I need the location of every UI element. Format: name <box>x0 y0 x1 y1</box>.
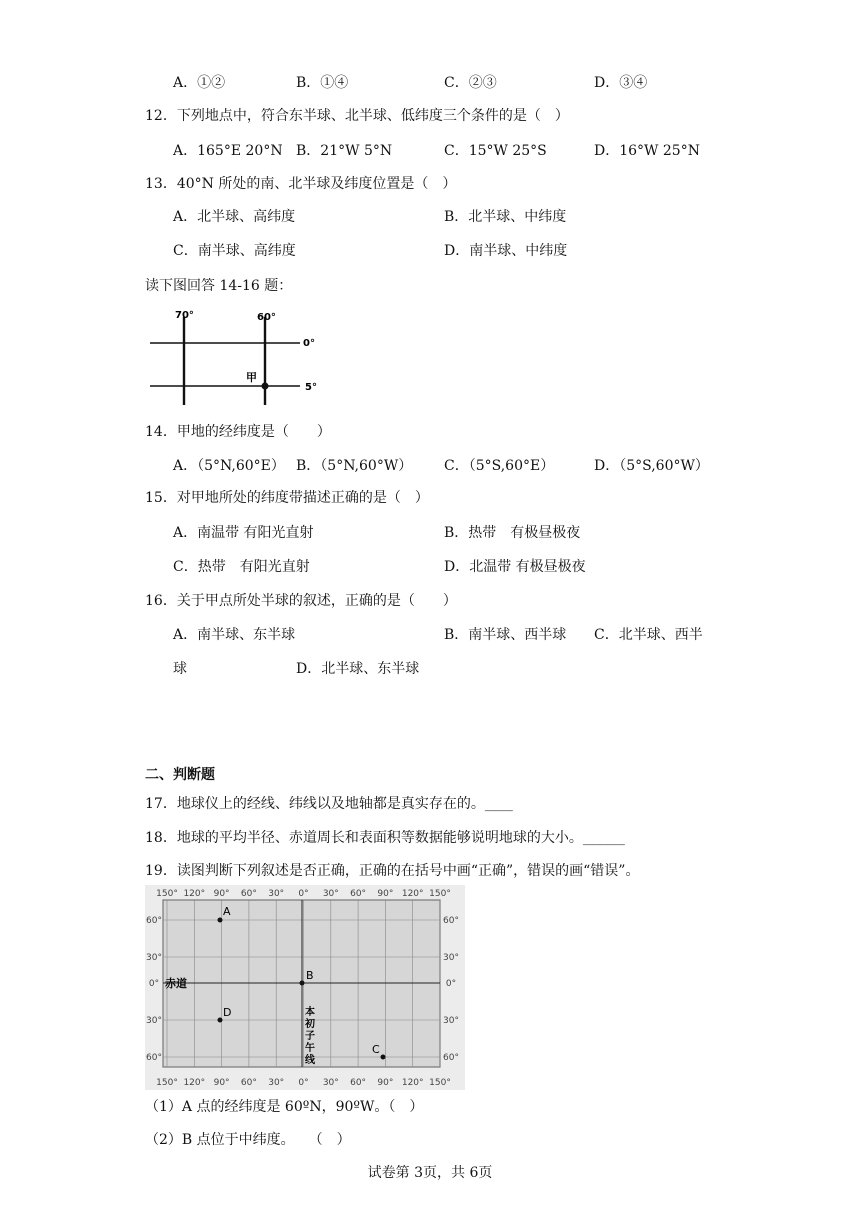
right-lat-label: 30° <box>443 1016 459 1026</box>
q12-option-a: A．165°E 20°N <box>173 143 283 159</box>
right-lat-label: 0° <box>445 979 457 989</box>
q11-option-d: D．③④ <box>594 75 648 91</box>
pm-char-1: 本 <box>305 1007 315 1018</box>
top-lon-label: 150° <box>429 889 451 899</box>
q12-option-b: B．21°W 5°N <box>296 143 393 159</box>
q17-stem: 17．地球仪上的经线、纬线以及地轴都是真实存在的。____ <box>145 796 513 812</box>
q14-stem: 14．甲地的经纬度是（ ） <box>145 424 331 440</box>
q14-option-b: B．（5°N,60°W） <box>296 458 413 474</box>
bottom-lon-label: 120° <box>183 1078 206 1088</box>
left-lat-label: 30° <box>146 953 162 963</box>
point-b <box>300 981 305 986</box>
lat-label-0: 0° <box>303 338 315 349</box>
q13-option-d: D．南半球、中纬度 <box>444 243 568 259</box>
q15-option-c: C．热带 有阳光直射 <box>173 559 310 575</box>
point-jia <box>262 383 269 390</box>
point-a <box>218 918 223 923</box>
q13-option-a: A．北半球、高纬度 <box>173 209 296 225</box>
prime-meridian-label <box>304 1005 316 1066</box>
bottom-lon-label: 60° <box>240 1078 257 1088</box>
q19-part-1: （1）A 点的经纬度是 60ºN，90ºW。（ ） <box>145 1099 424 1115</box>
q15-option-d: D．北温带 有极昼极夜 <box>444 559 586 575</box>
top-lon-label: 30° <box>322 889 339 899</box>
pm-char-2: 初 <box>305 1019 315 1030</box>
point-jia-label: 甲 <box>246 371 257 384</box>
right-lat-label: 60° <box>443 1053 459 1063</box>
top-lon-label: 30° <box>268 889 285 899</box>
top-lon-label: 60° <box>240 889 257 899</box>
right-lat-label: 60° <box>443 916 459 926</box>
q16-stem: 16．关于甲点所处半球的叙述，正确的是（ ） <box>145 593 457 609</box>
lon-label-60: 60° <box>257 312 276 323</box>
equator-label: 赤道 <box>165 977 187 990</box>
q13-option-b: B．北半球、中纬度 <box>444 209 567 225</box>
top-lon-label: 60° <box>350 889 367 899</box>
q11-option-c: C．②③ <box>444 75 497 91</box>
bottom-lon-label: 90° <box>213 1078 230 1088</box>
q14-option-d: D．（5°S,60°W） <box>594 458 709 474</box>
read-figure-intro: 读下图回答 14-16 题： <box>145 278 293 294</box>
q13-stem: 13．40°N 所处的南、北半球及纬度位置是（ ） <box>145 176 457 192</box>
bottom-lon-label: 60° <box>350 1078 367 1088</box>
q15-option-a: A．南温带 有阳光直射 <box>173 525 314 541</box>
q12-option-d: D．16°W 25°N <box>594 143 700 159</box>
q11-option-a: A．①② <box>173 75 226 91</box>
figure-2-grid-map <box>145 885 465 1090</box>
right-lat-label: 30° <box>443 953 459 963</box>
top-lon-label: 90° <box>377 889 394 899</box>
q19-part-2: （2）B 点位于中纬度。 （ ） <box>145 1132 351 1148</box>
q12-stem: 12．下列地点中，符合东半球、北半球、低纬度三个条件的是（ ） <box>145 108 569 124</box>
q14-option-c: C．（5°S,60°E） <box>444 458 555 474</box>
top-lon-label: 90° <box>213 889 230 899</box>
q15-option-b: B．热带 有极昼极夜 <box>444 525 581 541</box>
point-d-label: D <box>223 1006 232 1019</box>
pm-char-5: 线 <box>305 1055 315 1066</box>
q16-option-c-wrap: 球 <box>173 661 187 677</box>
q13-option-c: C．南半球、高纬度 <box>173 243 296 259</box>
point-a-label: A <box>223 905 231 918</box>
pm-char-4: 午 <box>305 1043 315 1054</box>
figure-1-grid <box>145 305 330 410</box>
q15-stem: 15．对甲地所处的纬度带描述正确的是（ ） <box>145 490 429 506</box>
q14-option-a: A．（5°N,60°E） <box>173 458 285 474</box>
bottom-lon-label: 0° <box>298 1078 309 1088</box>
lon-label-70: 70° <box>175 310 194 321</box>
q19-stem: 19．读图判断下列叙述是否正确，正确的在括号中画“正确”，错误的画“错误”。 <box>145 863 640 879</box>
section-2-title: 二、判断题 <box>145 767 215 783</box>
point-c-label: C <box>372 1043 380 1056</box>
q16-option-c: C．北半球、西半 <box>594 627 703 643</box>
bottom-lon-label: 120° <box>401 1078 424 1088</box>
top-lon-label: 150° <box>156 889 178 899</box>
top-lon-label: 120° <box>401 889 424 899</box>
q16-option-d: D．北半球、东半球 <box>296 661 420 677</box>
q16-option-a: A．南半球、东半球 <box>173 627 296 643</box>
q18-stem: 18．地球的平均半径、赤道周长和表面积等数据能够说明地球的大小。______ <box>145 830 625 846</box>
top-lon-label: 120° <box>183 889 206 899</box>
left-lat-label: 60° <box>146 916 162 926</box>
point-b-label: B <box>306 969 314 982</box>
top-lon-label: 0° <box>298 889 309 899</box>
q12-option-c: C．15°W 25°S <box>444 143 547 159</box>
bottom-lon-label: 30° <box>268 1078 285 1088</box>
point-c <box>381 1055 386 1060</box>
lat-label-5: 5° <box>305 382 317 393</box>
left-lat-label: 30° <box>146 1016 162 1026</box>
bottom-labels <box>156 1078 451 1088</box>
top-labels <box>156 889 451 899</box>
left-lat-label: 0° <box>148 979 160 989</box>
bottom-lon-label: 150° <box>156 1078 178 1088</box>
bottom-lon-label: 30° <box>322 1078 339 1088</box>
bottom-lon-label: 150° <box>429 1078 451 1088</box>
q16-option-b: B．南半球、西半球 <box>444 627 567 643</box>
bottom-lon-label: 90° <box>377 1078 394 1088</box>
left-lat-label: 60° <box>146 1053 162 1063</box>
pm-char-3: 子 <box>305 1031 315 1042</box>
page-footer: 试卷第 3页，共 6页 <box>367 1165 493 1181</box>
q11-option-b: B．①④ <box>296 75 349 91</box>
point-d <box>218 1018 223 1023</box>
